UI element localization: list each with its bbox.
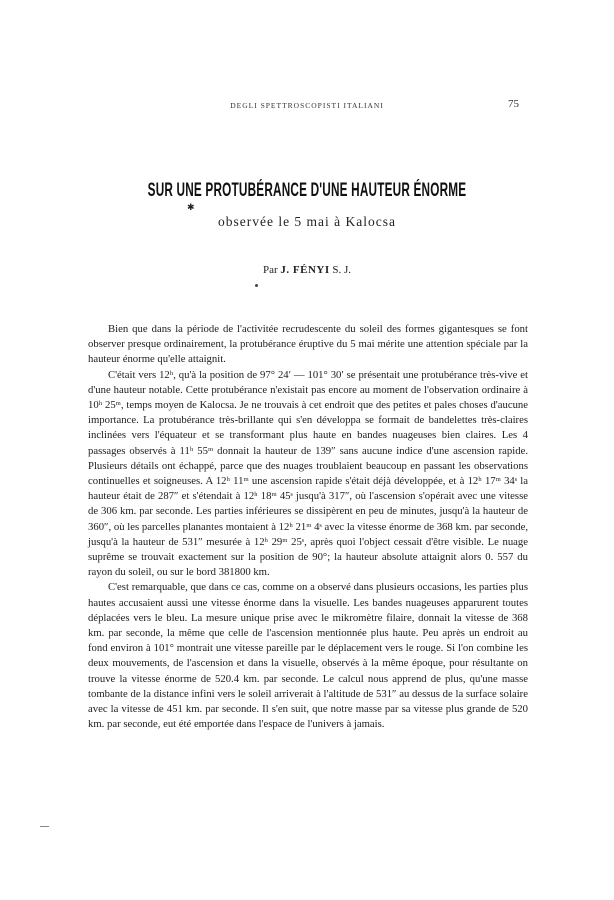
byline: [0, 264, 614, 276]
byline-suffix: S. J.: [332, 264, 352, 276]
paragraph-2: C'était vers 12ʰ, qu'à la position de 97° 24′ — 101° 30′ se présentait une protubérance très-vive et d'une hauteur notable. Cette protubérance n'existait pas encore au moment de l'observation ordinaire à 10ʰ 25ᵐ, temps moyen de Kalocsa. Je ne trouvais à cet endroit que des petites et pales choses d'aucune importance. La protubérance très-brillante qui s'en développa se formait de bandelettes très-claires inclinées vers l'équateur et se transformant plus haute en bandes nuageuses bien claires. Les 4 passages observés à 11ʰ 55ᵐ donnait la hauteur de 139″ sans aucune indice d'une ascension rapide. Plusieurs détails ont échappé, parce que des nuages troublaient beaucoup en passant les observations continuelles et soigneuses. A 12ʰ 11ᵐ une ascension rapide s'était déjà développée, et à 12ʰ 17ᵐ 34ˢ la hauteur était de 287″ et s'étendait à 12ʰ 18ᵐ 45ˢ jusqu'à 317″, où l'ascension s'opérait avec une vitesse de 306 km. par seconde. Les parties inférieures se dissipèrent en peu de minutes, jusqu'à la hauteur de 360″, où les parcelles planantes montaient à 12ʰ 21ᵐ 4ˢ avec la vitesse énorme de 368 km. par seconde, jusqu'à la hauteur de 531″ mesurée à 12ʰ 29ᵐ 25ˢ, après quoi l'object cessait d'être visible. Le nuage suprême se trouvait exactement sur la position de 90°; la hauteur absolute attaignit alors 0. 557 du rayon du soleil, ou sur le bord 381800 km.: [88, 368, 528, 579]
running-head: DEGLI SPETTROSCOPISTI ITALIANI: [230, 101, 384, 110]
paragraph-3: C'est remarquable, que dans ce cas, comme on a observé dans plusieurs occasions, les parties plus hautes accusaient aussi une vitesse énorme dans la visuelle. Les bandes nuageuses apparurent toutes déplacées vers le bleu. La mesure unique prise avec le mikromètre filaire, donnait la vitesse de 368 km. par seconde, la même que celle de l'ascension mentionnée plus haute. Peu après un endroit au fond environ à 101° montrait une vitesse pareille par le déplacement vers le rouge. Si l'on combine les deux mouvements, de l'ascension et dans la visuelle, observés à la même époque, pour résultante on trouve la vitesse énorme de 520.4 km. par seconde. Le calcul nous apprend de plus, qu'une masse tombante de la distance infini vers le soleil arriverait à l'altitude de 531″ au dessus de la surface solaire avec la vitesse de 451 km. par seconde. Il s'en suit, que notre masse par sa vitesse plus grande de 520 km. par seconde, eut été emportée dans l'espace de l'univers à jamais.: [88, 581, 528, 731]
byline-prefix: Par: [262, 264, 278, 276]
article-body: [88, 322, 528, 732]
margin-mark: [40, 826, 49, 827]
asterisk-mark-icon: ✱: [187, 203, 195, 213]
author-name: J. FÉNYI: [280, 264, 330, 276]
article-title: SUR UNE PROTUBÉRANCE D'UNE HAUTEUR ÉNORME: [147, 180, 467, 201]
page-number: 75: [508, 98, 519, 110]
paragraph-1: Bien que dans la période de l'activitée recrudescente du soleil des formes gigantesques se font observer presque ordinairement, la protubérance éruptive du 5 mai mérite une attention spéciale par la hauteur énorme qu'elle attaignit.: [88, 323, 528, 366]
byline-dot: [255, 284, 258, 287]
article-subtitle: observée le 5 mai à Kalocsa: [217, 214, 397, 229]
